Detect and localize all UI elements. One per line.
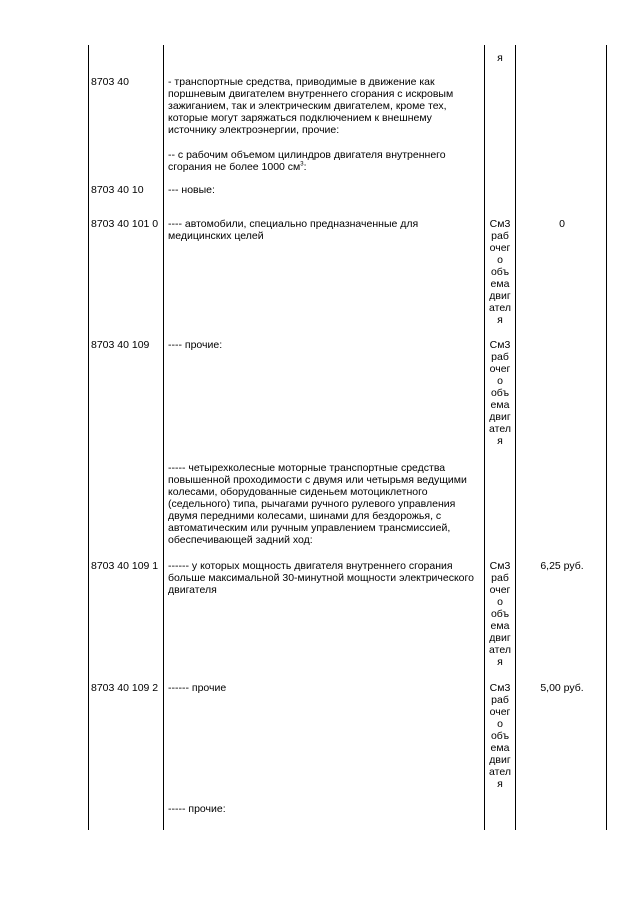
- tariff-description: ---- прочие:: [168, 339, 223, 351]
- description-tail: :: [303, 161, 307, 173]
- tariff-description: ----- прочие:: [168, 803, 226, 815]
- tariff-code: 8703 40 109 2: [91, 682, 159, 694]
- duty-rate: 6,25 руб.: [540, 560, 584, 572]
- tariff-description: ----- четырехколесные моторные транспортные средства повышенной проходимости с двумя или четырьмя ведущими колесами, оборудованные сиденьем мотоциклетного (седельного) типа, рычагами ручного рулевого управления двумя передними колесами, шинами для бездорожья, с автоматическим или ручным управлением трансмиссией, обеспечивающей задний ход:: [168, 462, 467, 546]
- duty-rate: 0: [559, 218, 565, 230]
- tariff-description: [168, 149, 480, 173]
- unit-of-measure: См3 раб очег о объ ема двиг ател я: [489, 339, 511, 447]
- tariff-description: ------ у которых мощность двигателя внутреннего сгорания больше максимальной 30-минутной мощности электрического двигателя: [168, 560, 474, 596]
- tariff-code: 8703 40 10: [91, 184, 144, 196]
- tariff-code: 8703 40 109 1: [91, 560, 159, 572]
- tariff-description: --- новые:: [168, 184, 215, 196]
- unit-continuation: я: [497, 52, 503, 64]
- tariff-code: 8703 40: [91, 76, 129, 88]
- column-divider-desc-unit: [484, 45, 485, 830]
- column-divider-code-desc: [163, 45, 164, 830]
- table-border-left: [88, 45, 89, 830]
- duty-rate: 5,00 руб.: [540, 682, 584, 694]
- tariff-description: - транспортные средства, приводимые в движение как поршневым двигателем внутреннего сгорания с искровым зажиганием, так и электрическим двигателем, кроме тех, которые могут заряжаться подключением к внешнему источнику электроэнергии, прочие:: [168, 76, 454, 136]
- unit-of-measure: См3 раб очег о объ ема двиг ател я: [489, 682, 511, 790]
- tariff-description: ---- автомобили, специально предназначенные для медицинских целей: [168, 218, 419, 242]
- tariff-description: ------ прочие: [168, 682, 227, 694]
- superscript: 3: [300, 161, 304, 168]
- description-text: -- с рабочим объемом цилиндров двигателя внутреннего сгорания не более 1000 см: [168, 149, 446, 173]
- tariff-code: 8703 40 101 0: [91, 218, 159, 230]
- column-divider-unit-rate: [515, 45, 516, 830]
- tariff-code: 8703 40 109: [91, 339, 150, 351]
- table-border-right: [606, 45, 607, 830]
- unit-of-measure: См3 раб очег о объ ема двиг ател я: [489, 560, 511, 668]
- unit-of-measure: См3 раб очег о объ ема двиг ател я: [489, 218, 511, 326]
